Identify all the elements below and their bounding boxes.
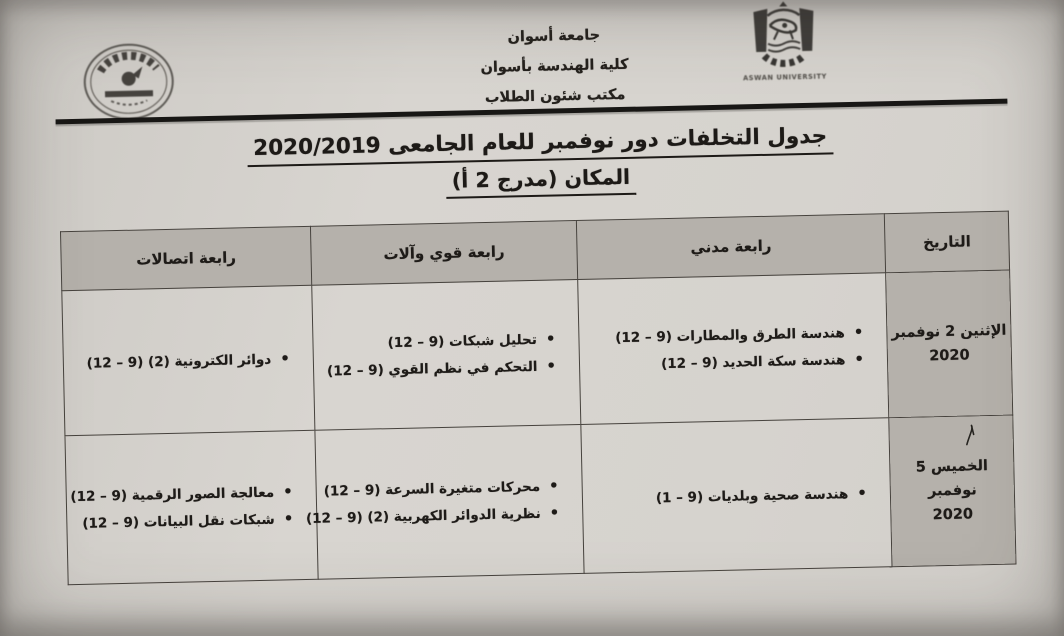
subject-list [305,472,581,532]
column-header-comms: رابعة اتصالات [61,226,312,290]
table-row [62,270,1013,436]
table-row [65,415,1016,585]
letterhead-office: مكتب شئون الطلاب [484,86,626,106]
column-header-date: التاريخ [884,211,1009,273]
subject-item: • محركات متغيرة السرعة (9 – 12) [321,472,559,504]
document-title-block [0,118,1061,208]
pen-mark-icon [962,422,979,448]
letterhead [374,18,736,116]
date-year: 2020 [929,347,970,365]
power-subjects-cell [305,424,584,579]
page-title: جدول التخلفات دور نوفمبر للعام الجامعى 2020/2019 [247,123,834,167]
subject-list [584,479,890,513]
letterhead-university: جامعة أسوان [507,27,601,46]
column-header-civil: رابعة مدني [576,214,885,280]
subject-item: • شبكات نقل البيانات (9 – 12) [72,505,294,537]
date-cell [886,270,1013,418]
subject-item: • تحليل شبكات (9 – 12) [318,325,556,357]
letterhead-faculty: كلية الهندسة بأسوان [480,56,629,77]
subject-list [580,318,886,379]
civil-subjects-cell [581,418,892,574]
civil-subjects-cell [578,273,889,425]
subject-item: • دوائر الكترونية (2) (9 – 12) [69,345,291,377]
subject-item: • هندسة الطرق والمطارات (9 – 12) [584,319,864,352]
subject-list [67,478,315,537]
date-day: الخميس 5 نوفمبر [915,458,989,500]
subject-item: • معالجة الصور الرقمية (9 – 12) [71,478,293,510]
date-day: الإثنين 2 نوفمبر [891,322,1007,342]
comms-subjects-cell [62,285,315,435]
subject-item: • التحكم في نظم القوي (9 – 12) [319,352,557,384]
subject-list [314,325,578,385]
aswan-university-emblem-icon [741,0,827,72]
subject-item: • هندسة صحية وبلديات (9 – 1) [588,479,868,512]
aswan-university-emblem [739,0,829,82]
subject-list [65,344,313,376]
date-cell [889,415,1016,567]
aswan-university-caption: ASWAN UNIVERSITY [742,72,828,83]
power-subjects-cell [312,279,581,430]
column-header-power: رابعة قوي وآلات [310,221,577,286]
engineering-faculty-seal-icon [80,40,178,124]
comms-subjects-cell [65,430,318,584]
date-year: 2020 [932,506,974,524]
subject-item: • نظرية الدوائر الكهربية (2) (9 – 12) [322,499,560,531]
exam-schedule-table [60,211,1016,586]
subject-item: • هندسة سكة الحديد (9 – 12) [585,346,865,379]
page-subtitle-location: المكان (مدرج 2 أ) [446,165,637,199]
